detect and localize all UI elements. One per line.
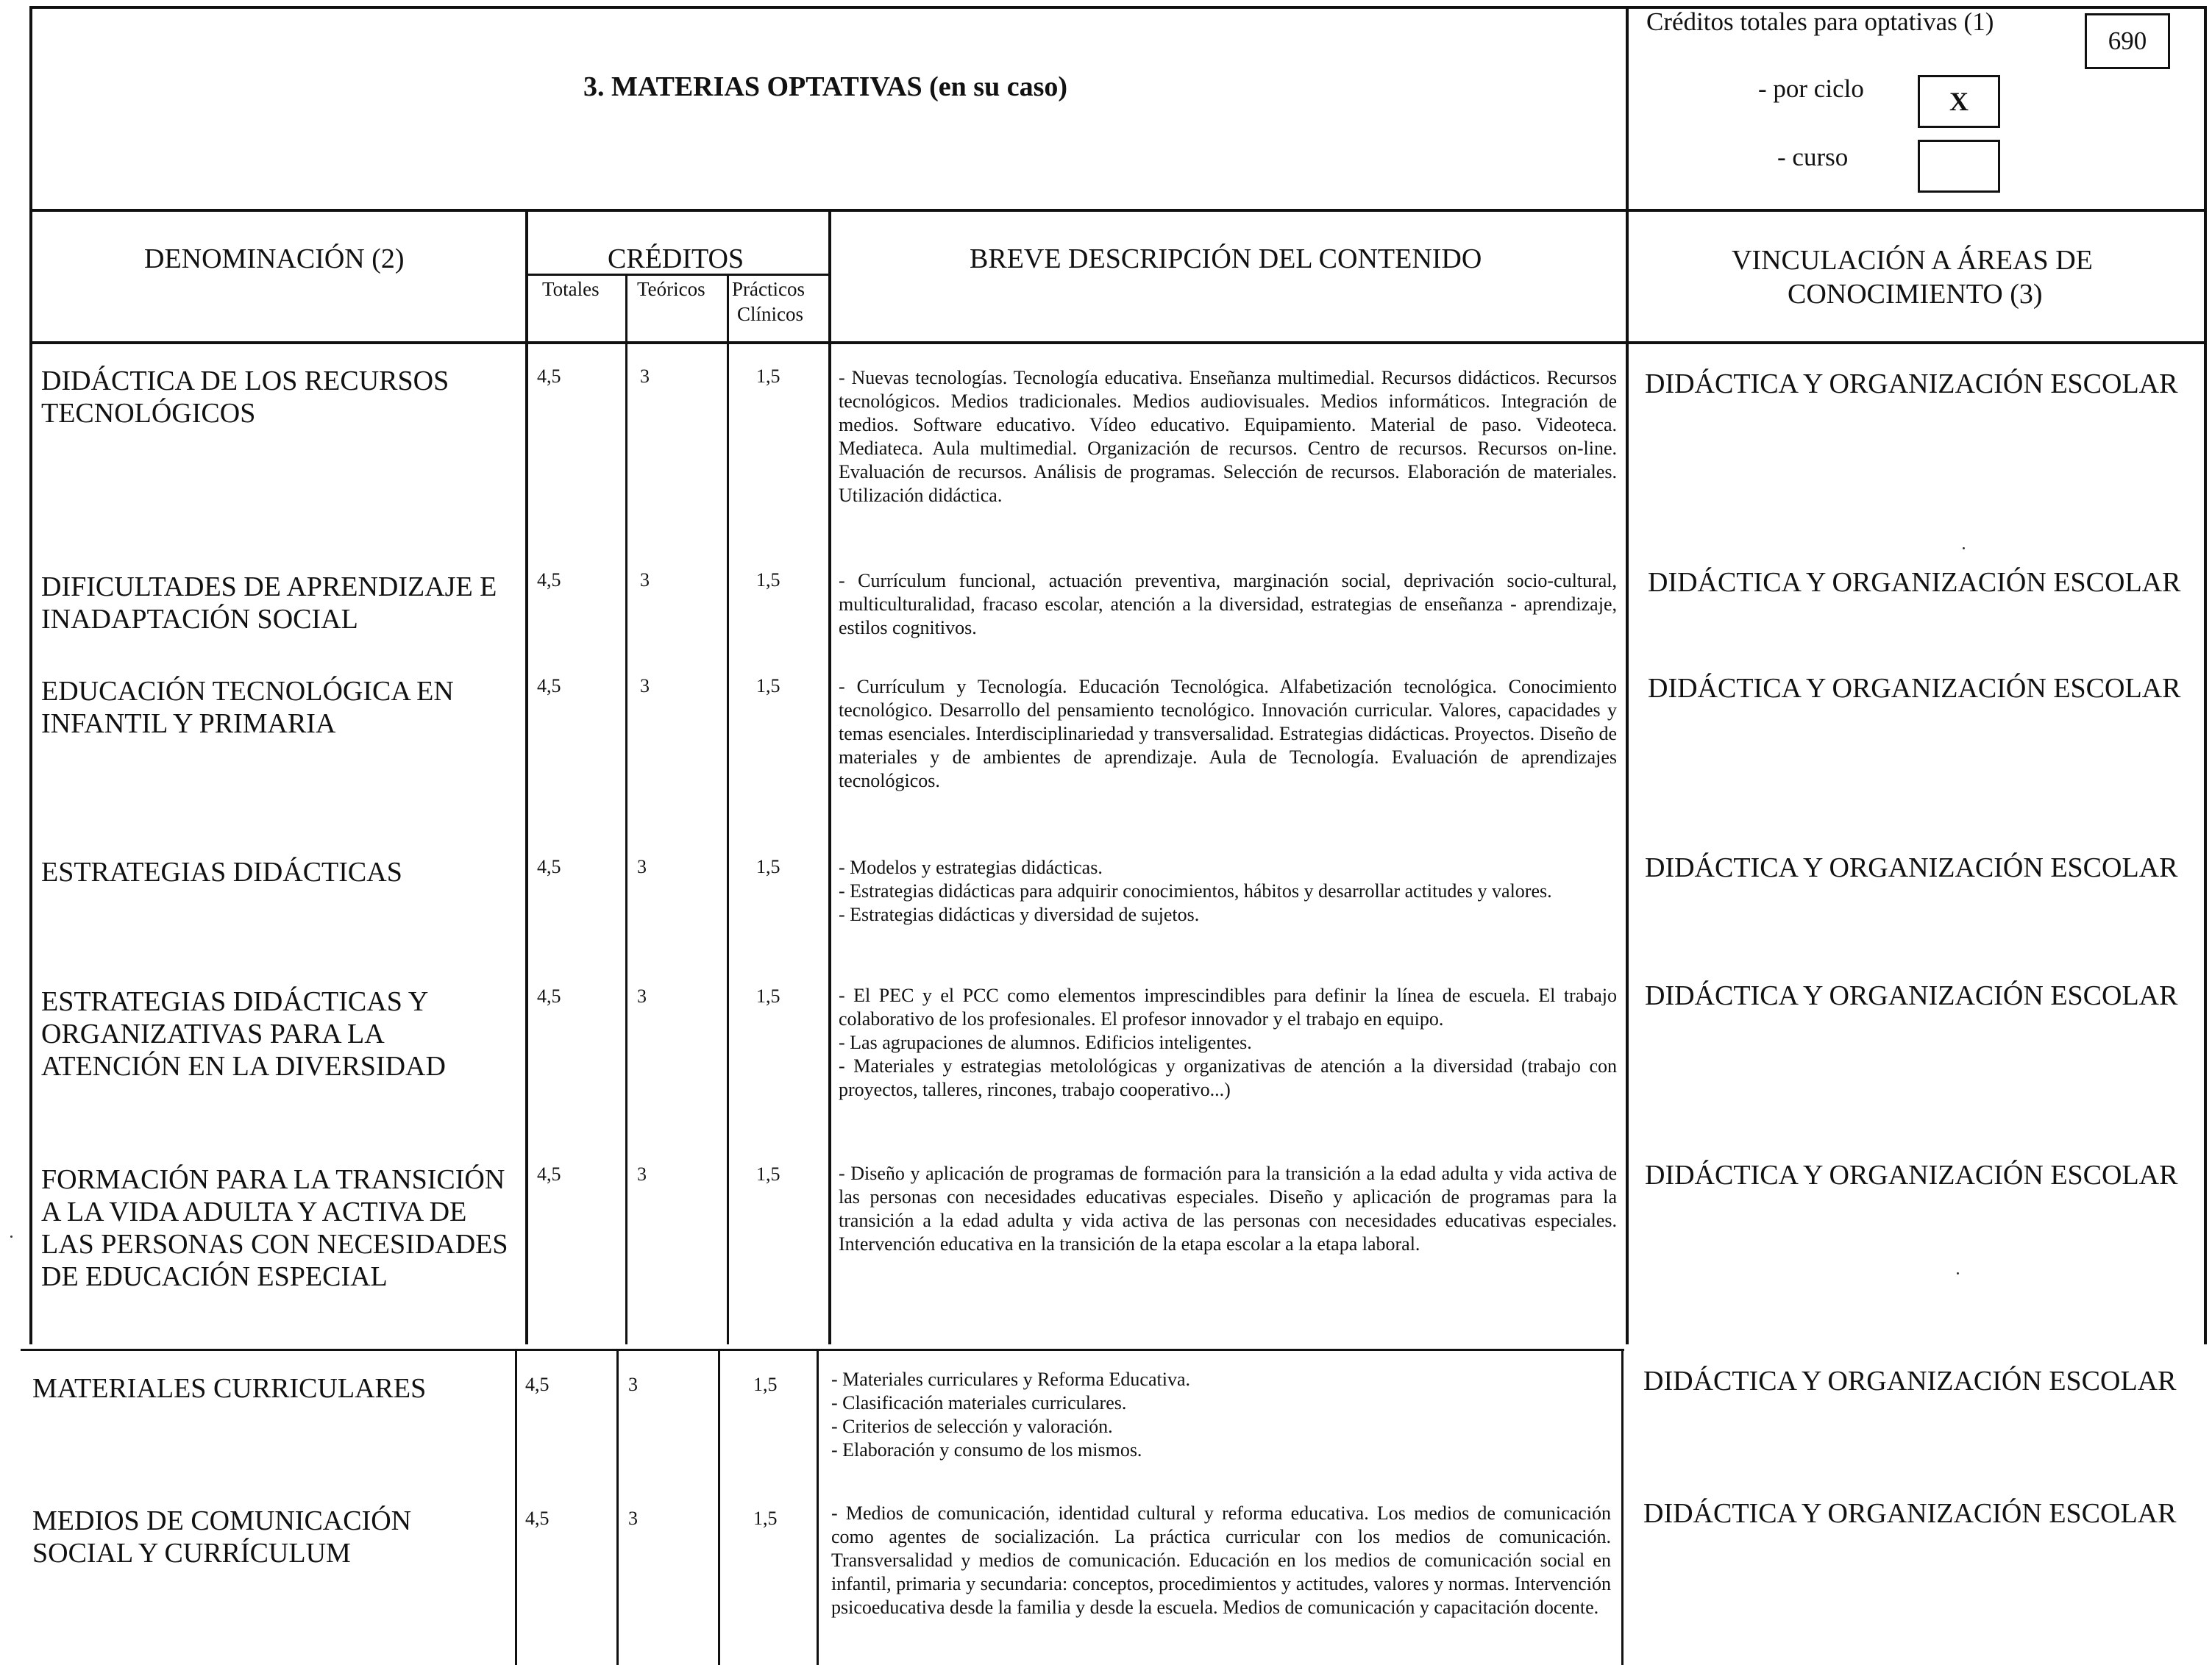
- colhead-left-border: [29, 209, 32, 346]
- row-3-area: DIDÁCTICA Y ORGANIZACIÓN ESCOLAR: [1648, 673, 2181, 704]
- row-7-name: MATERIALES CURRICULARES: [32, 1373, 427, 1404]
- row-3-teoricos: 3: [640, 675, 650, 696]
- row-6-description: [839, 1162, 1617, 1256]
- row-5-description-p3: - Materiales y estrategias metolológicas y organizativas de atención a la diversidad (trabajo con proyectos, talleres, rincones, trabajo cooperativo...): [839, 1055, 1617, 1100]
- credits-total-value: 690: [2108, 26, 2147, 55]
- row-8-area: DIDÁCTICA Y ORGANIZACIÓN ESCOLAR: [1643, 1498, 2177, 1529]
- row-4-name: ESTRATEGIAS DIDÁCTICAS: [41, 857, 402, 888]
- column-descripcion: BREVE DESCRIPCIÓN DEL CONTENIDO: [970, 243, 1482, 274]
- row-3-description: [839, 675, 1617, 793]
- column-creditos: CRÉDITOS: [608, 243, 744, 274]
- page2-top-rule: [21, 1349, 1624, 1351]
- page2-col-descripcion: [817, 1349, 819, 1665]
- row-7-teoricos: 3: [628, 1374, 638, 1395]
- row-7-description-p2: - Clasificación materiales curriculares.: [831, 1392, 1127, 1413]
- row-1-totales: 4,5: [537, 366, 561, 387]
- row-7-description-p4: - Elaboración y consumo de los mismos.: [831, 1439, 1142, 1461]
- column-totales: Totales: [542, 278, 600, 300]
- row-6-area: DIDÁCTICA Y ORGANIZACIÓN ESCOLAR: [1645, 1160, 2178, 1191]
- row-5-description-p2: - Las agrupaciones de alumnos. Edificios inteligentes.: [839, 1032, 1252, 1053]
- col-line-vinculacion: [1626, 209, 1629, 1344]
- credits-total-label: Créditos totales para optativas (1): [1646, 7, 1994, 36]
- row-1-teoricos: 3: [640, 366, 650, 387]
- row-4-description-p2: - Estrategias didácticas para adquirir conocimientos, hábitos y desarrollar actitudes y valores.: [839, 880, 1552, 902]
- por-ciclo-mark: X: [1949, 87, 1969, 116]
- row-7-description: [831, 1368, 1611, 1462]
- col-line-totales: [525, 209, 528, 1344]
- row-7-totales: 4,5: [525, 1374, 550, 1395]
- scan-speck: [10, 1236, 13, 1238]
- header-divider: [1626, 6, 1629, 212]
- row-5-name: ESTRATEGIAS DIDÁCTICAS Y ORGANIZATIVAS PARA LA ATENCIÓN EN LA DIVERSIDAD: [41, 986, 446, 1082]
- row-6-totales: 4,5: [537, 1163, 561, 1185]
- row-8-practicos: 1,5: [753, 1508, 778, 1529]
- row-8-totales: 4,5: [525, 1508, 550, 1529]
- colhead-split-teoricos: [625, 274, 627, 343]
- row-8-description: [831, 1502, 1611, 1619]
- row-2-area: DIDÁCTICA Y ORGANIZACIÓN ESCOLAR: [1648, 567, 2181, 598]
- row-1-name: DIDÁCTICA DE LOS RECURSOS TECNOLÓGICOS: [41, 366, 449, 429]
- row-2-teoricos: 3: [640, 569, 650, 591]
- row-1-description: [839, 366, 1617, 507]
- row-8-teoricos: 3: [628, 1508, 638, 1529]
- row-5-description-p1: - El PEC y el PCC como elementos imprescindibles para definir la línea de escuela. El trabajo colaborativo de los profesionales. El profesor innovador y el trabajo en equipo.: [839, 985, 1617, 1030]
- page2-col-practicos: [718, 1349, 720, 1665]
- row-7-practicos: 1,5: [753, 1374, 778, 1395]
- row-7-area: DIDÁCTICA Y ORGANIZACIÓN ESCOLAR: [1643, 1366, 2177, 1397]
- row-4-description-p3: - Estrategias didácticas y diversidad de sujetos.: [839, 904, 1200, 925]
- row-4-description: [839, 856, 1617, 927]
- row-5-totales: 4,5: [537, 985, 561, 1007]
- col-line-practicos: [727, 341, 729, 1344]
- row-6-teoricos: 3: [637, 1163, 647, 1185]
- row-2-totales: 4,5: [537, 569, 561, 591]
- row-5-practicos: 1,5: [756, 985, 780, 1007]
- col-line-teoricos: [625, 341, 627, 1344]
- row-1-area: DIDÁCTICA Y ORGANIZACIÓN ESCOLAR: [1645, 368, 2178, 399]
- row-8-description-p1: - Medios de comunicación, identidad cultural y reforma educativa. Los medios de comunicación como agentes de socialización. La práctica curricular con los medios de comunicación. Transversalidad y medios de comunicación. Educación en los medios de comunicación social en infantil, primaria y secundaria: conceptos, procedimientos y actitudes, valores y normas. Intervención psicoeducativa desde la familia y desde la escuela. Medios de comunicación y capacitación docente.: [831, 1502, 1611, 1618]
- por-ciclo-checkbox: [1918, 75, 2000, 128]
- column-denominacion: DENOMINACIÓN (2): [144, 243, 405, 274]
- scan-speck: [1957, 1272, 1959, 1274]
- scan-speck: [1963, 547, 1965, 549]
- row-6-name: FORMACIÓN PARA LA TRANSICIÓN A LA VIDA ADULTA Y ACTIVA DE LAS PERSONAS CON NECESIDADES DE EDUCACIÓN ESPECIAL: [41, 1164, 508, 1292]
- colhead-right-border: [2204, 209, 2207, 346]
- column-vinculacion-line2: CONOCIMIENTO (3): [1788, 279, 2043, 310]
- row-3-name: EDUCACIÓN TECNOLÓGICA EN INFANTIL Y PRIMARIA: [41, 676, 454, 739]
- row-4-description-p1: - Modelos y estrategias didácticas.: [839, 857, 1103, 878]
- row-4-area: DIDÁCTICA Y ORGANIZACIÓN ESCOLAR: [1645, 852, 2178, 883]
- page2-col-totales: [515, 1349, 517, 1665]
- header-bottom-border: [29, 209, 2207, 212]
- column-clinicos: Clínicos: [737, 303, 804, 325]
- page2-col-vinculacion: [1621, 1349, 1624, 1665]
- col-line-denominacion-left: [29, 341, 32, 1344]
- row-3-practicos: 1,5: [756, 675, 780, 696]
- row-4-totales: 4,5: [537, 856, 561, 877]
- row-3-totales: 4,5: [537, 675, 561, 696]
- row-4-practicos: 1,5: [756, 856, 780, 877]
- row-5-description: [839, 984, 1617, 1102]
- col-line-descripcion: [828, 209, 831, 1344]
- column-teoricos: Teóricos: [637, 278, 705, 300]
- row-7-description-p1: - Materiales curriculares y Reforma Educativa.: [831, 1369, 1190, 1390]
- row-1-practicos: 1,5: [756, 366, 780, 387]
- header-right-border: [2204, 6, 2207, 212]
- row-6-description-p1: - Diseño y aplicación de programas de formación para la transición a la edad adulta y vida activa de las personas con necesidades educativas especiales. Diseño y aplicación de programas para la transición a la edad adulta y vida activa de las personas con necesidades educativas especiales. Intervención educativa en la transición de la etapa escolar a la etapa laboral.: [839, 1163, 1617, 1255]
- row-5-area: DIDÁCTICA Y ORGANIZACIÓN ESCOLAR: [1645, 980, 2178, 1011]
- row-8-name: MEDIOS DE COMUNICACIÓN SOCIAL Y CURRÍCULUM: [32, 1505, 412, 1569]
- row-2-practicos: 1,5: [756, 569, 780, 591]
- header-left-border: [29, 6, 32, 212]
- row-4-teoricos: 3: [637, 856, 647, 877]
- column-vinculacion-line1: VINCULACIÓN A ÁREAS DE: [1732, 245, 2093, 276]
- credits-total-box: [2085, 13, 2170, 69]
- col-line-right: [2204, 341, 2207, 1344]
- row-6-practicos: 1,5: [756, 1163, 780, 1185]
- row-2-description: [839, 569, 1617, 640]
- por-ciclo-label: - por ciclo: [1758, 74, 1864, 103]
- row-1-description-p1: - Nuevas tecnologías. Tecnología educativa. Enseñanza multimedial. Recursos didácticos. Recursos tecnológicos. Medios tradicionales. Medios audiovisuales. Medios informáticos. Integración de medios. Software educativo. Vídeo educativo. Equipamiento. Material de paso. Videoteca. Mediateca. Aula multimedial. Organización de recursos. Centro de recursos. Recursos on-line. Evaluación de recursos. Análisis de programas. Selección de recursos. Elaboración de materiales. Utilización didáctica.: [839, 367, 1617, 506]
- curso-label: - curso: [1777, 143, 1849, 171]
- row-2-name: DIFICULTADES DE APRENDIZAJE E INADAPTACIÓN SOCIAL: [41, 571, 497, 635]
- section-title: 3. MATERIAS OPTATIVAS (en su caso): [583, 71, 1068, 102]
- row-7-description-p3: - Criterios de selección y valoración.: [831, 1416, 1113, 1437]
- row-3-description-p1: - Currículum y Tecnología. Educación Tecnológica. Alfabetización tecnológica. Conocimiento tecnológico. Desarrollo del pensamiento tecnológico. Innovación curricular. Valores, capacidades y temas esenciales. Interdisciplinariedad y transversalidad. Estrategias didácticas. Proyectos. Diseño de materiales y de ambientes de aprendizaje. Aula de Tecnología. Evaluación de aprendizajes tecnológicos.: [839, 676, 1617, 791]
- row-5-teoricos: 3: [637, 985, 647, 1007]
- curso-checkbox: [1918, 140, 2000, 193]
- column-practicos: Prácticos: [732, 278, 805, 300]
- page2-col-teoricos: [616, 1349, 619, 1665]
- row-2-description-p1: - Currículum funcional, actuación preventiva, marginación social, deprivación socio-cultural, multiculturalidad, fracaso escolar, atención a la diversidad, estrategias de enseñanza - aprendizaje, estilos cognitivos.: [839, 570, 1617, 638]
- colhead-bottom-border: [29, 341, 2207, 344]
- colhead-split-practicos: [727, 274, 729, 343]
